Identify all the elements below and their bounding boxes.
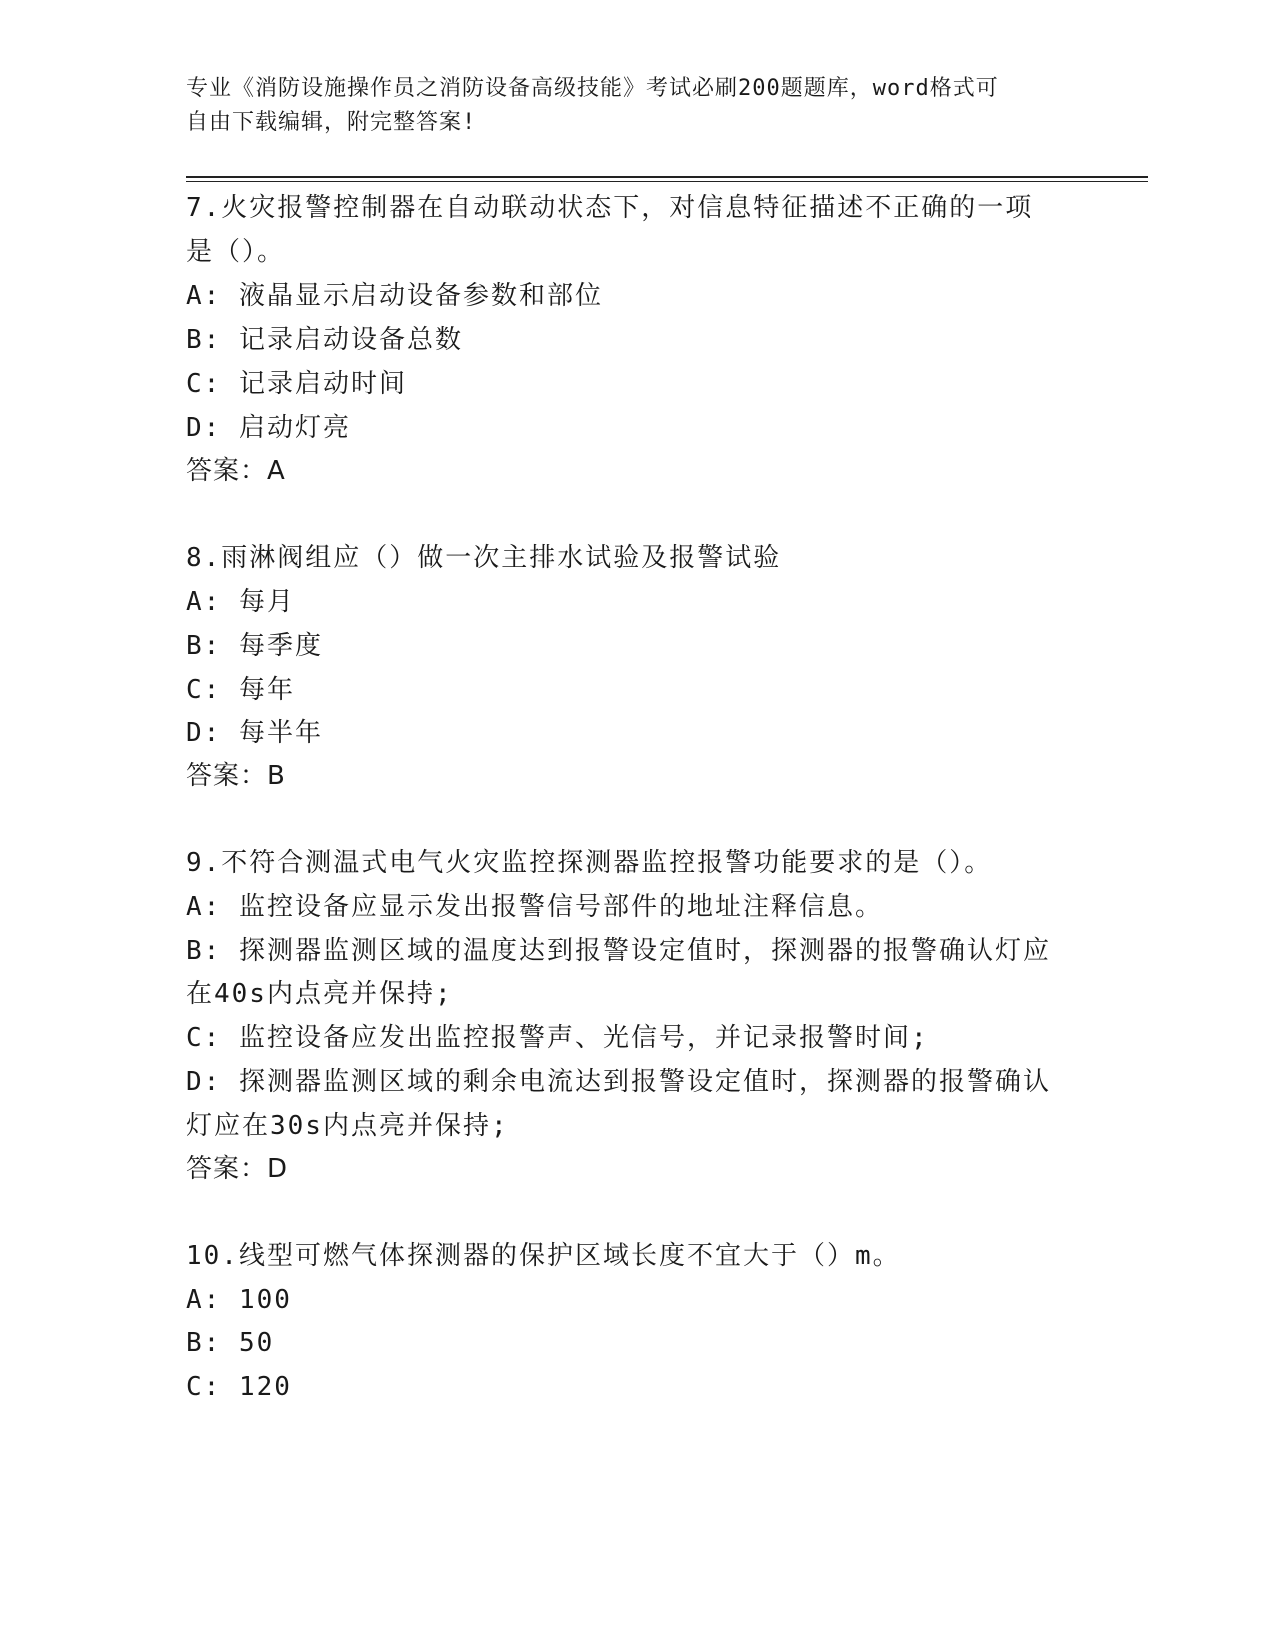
header-line-2: 自由下载编辑，附完整答案! — [186, 110, 477, 135]
question-9-option-a: A: 监控设备应显示发出报警信号部件的地址注释信息。 — [186, 892, 883, 922]
question-7-stem-line-1: 7.火灾报警控制器在自动联动状态下，对信息特征描述不正确的一项 — [186, 193, 1034, 223]
header-line-1: 专业《消防设施操作员之消防设备高级技能》考试必刷200题题库，word格式可 — [186, 76, 999, 101]
question-7-option-c: C: 记录启动时间 — [186, 369, 407, 399]
question-9-option-b-line-2: 在40s内点亮并保持; — [186, 979, 453, 1009]
question-10-option-a: A: 100 — [186, 1285, 292, 1315]
question-10-option-c: C: 120 — [186, 1372, 292, 1402]
question-7-stem-line-2: 是（）。 — [186, 237, 286, 267]
question-10-stem-line-1: 10.线型可燃气体探测器的保护区域长度不宜大于（）m。 — [186, 1241, 901, 1271]
question-9-option-d-line-2: 灯应在30s内点亮并保持; — [186, 1111, 509, 1141]
question-10-option-b: B: 50 — [186, 1328, 275, 1358]
question-9-answer: 答案：D — [186, 1154, 289, 1184]
question-8-option-d: D: 每半年 — [186, 718, 323, 748]
question-9-stem-line-1: 9.不符合测温式电气火灾监控探测器监控报警功能要求的是（）。 — [186, 848, 993, 878]
header-divider-thick — [186, 176, 1148, 178]
question-7-option-a: A: 液晶显示启动设备参数和部位 — [186, 281, 603, 311]
question-8-answer: 答案：B — [186, 761, 286, 791]
question-8-option-b: B: 每季度 — [186, 631, 323, 661]
question-7-answer: 答案：A — [186, 456, 286, 486]
document-header — [186, 72, 1066, 140]
question-8-stem-line-1: 8.雨淋阀组应（）做一次主排水试验及报警试验 — [186, 543, 782, 573]
question-7-option-d: D: 启动灯亮 — [186, 413, 351, 443]
question-8-option-a: A: 每月 — [186, 587, 295, 617]
question-9-option-c: C: 监控设备应发出监控报警声、光信号，并记录报警时间; — [186, 1023, 929, 1053]
header-divider-thin — [186, 181, 1148, 182]
question-9-option-d-line-1: D: 探测器监测区域的剩余电流达到报警设定值时，探测器的报警确认 — [186, 1067, 1051, 1097]
question-7-option-b: B: 记录启动设备总数 — [186, 325, 463, 355]
question-8-option-c: C: 每年 — [186, 675, 295, 705]
question-9-option-b-line-1: B: 探测器监测区域的温度达到报警设定值时，探测器的报警确认灯应 — [186, 936, 1051, 966]
